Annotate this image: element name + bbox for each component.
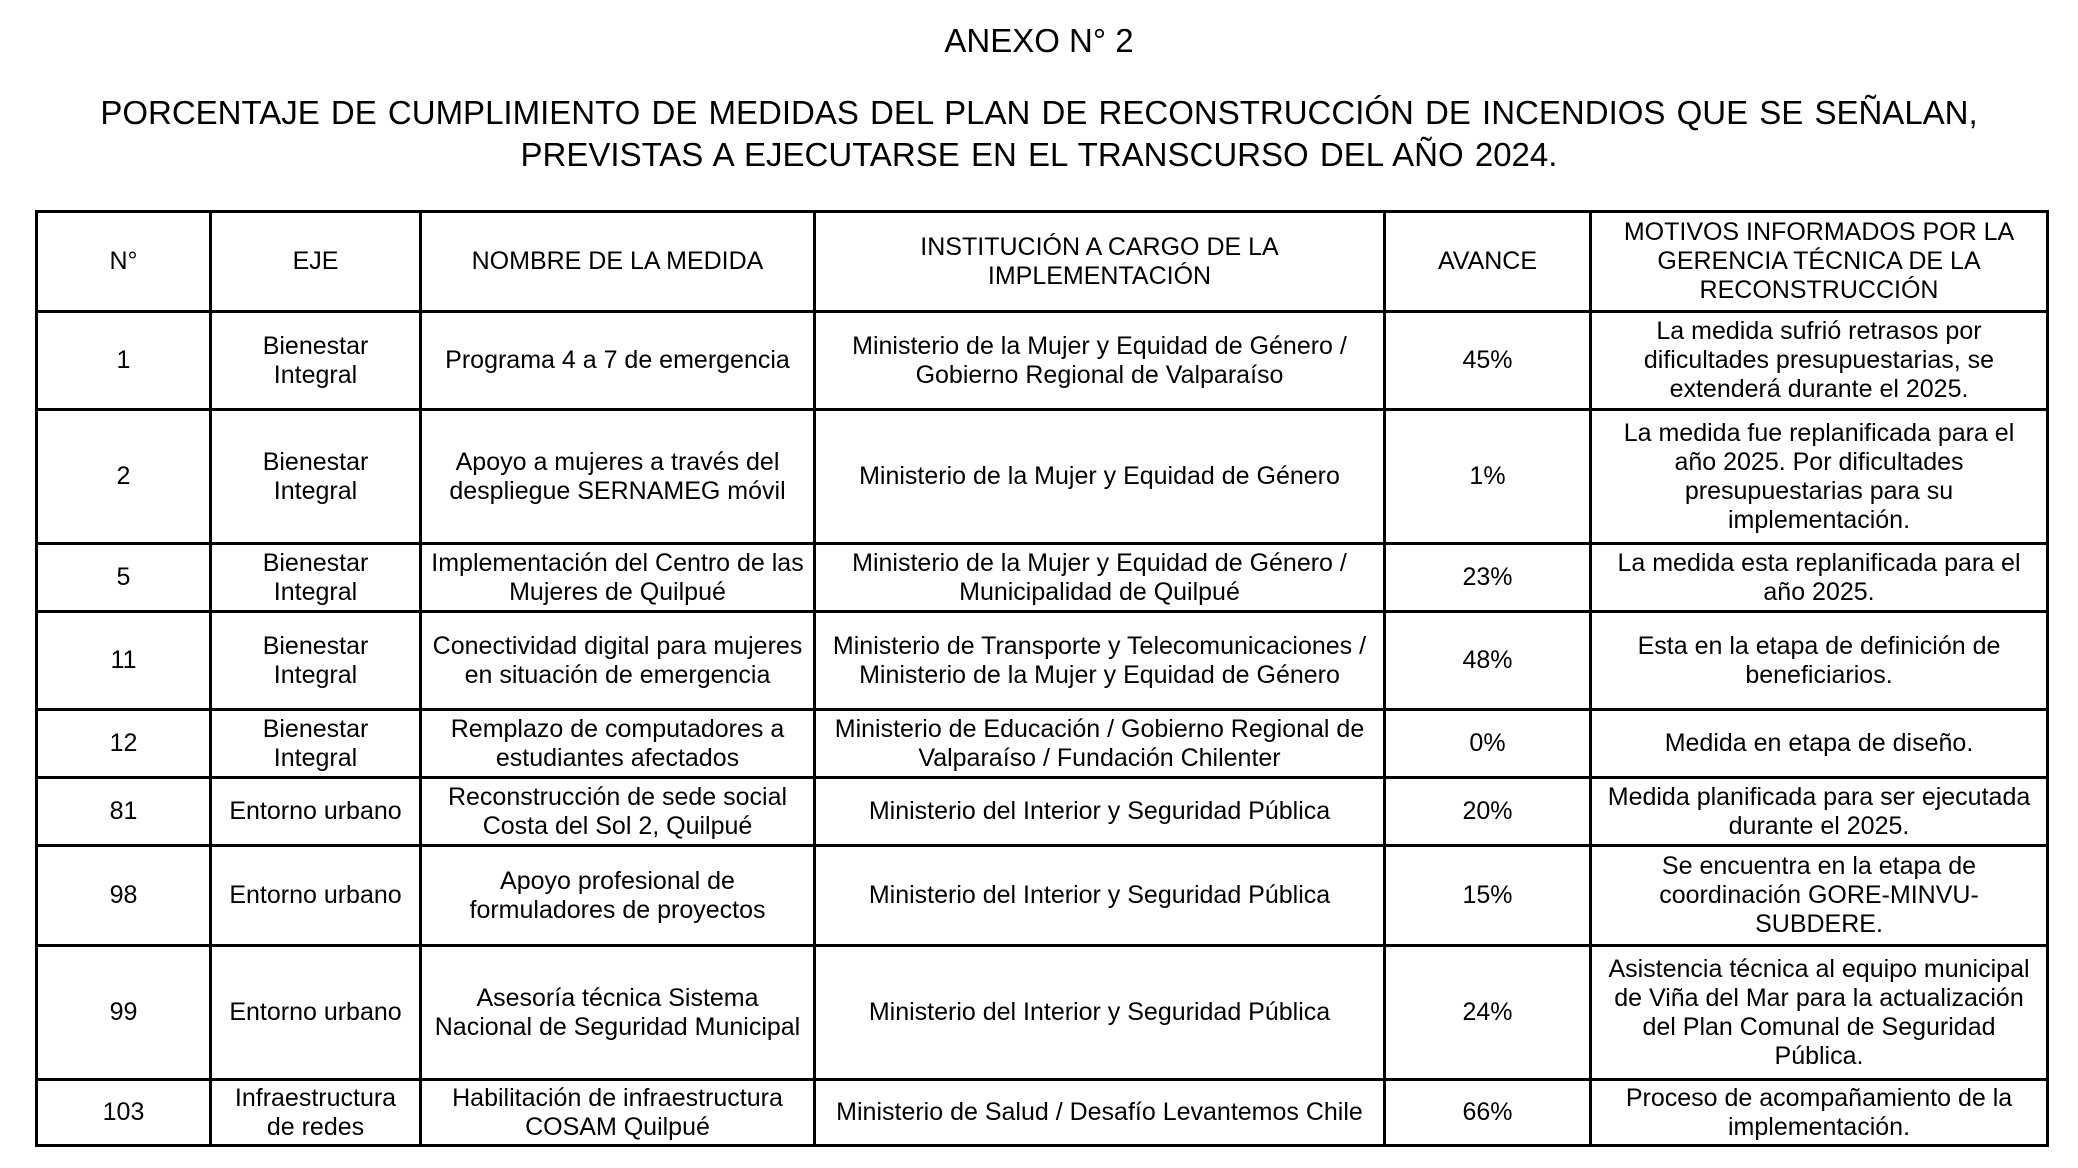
cell-eje: Entorno urbano xyxy=(211,846,421,946)
cell-motivos: Esta en la etapa de definición de beneficiarios. xyxy=(1591,612,2048,710)
cell-eje: Entorno urbano xyxy=(211,778,421,846)
table-row xyxy=(37,544,2048,612)
table-row xyxy=(37,410,2048,544)
cell-avance: 23% xyxy=(1385,544,1591,612)
cell-institucion: Ministerio del Interior y Seguridad Pública xyxy=(815,946,1385,1080)
cell-avance: 24% xyxy=(1385,946,1591,1080)
cell-motivos: La medida fue replanificada para el año 2025. Por dificultades presupuestarias para su implementación. xyxy=(1591,410,2048,544)
cell-motivos: Proceso de acompañamiento de la implementación. xyxy=(1591,1080,2048,1146)
header-eje: EJE xyxy=(211,212,421,312)
table-row xyxy=(37,312,2048,410)
cell-num: 11 xyxy=(37,612,211,710)
cell-eje: Bienestar Integral xyxy=(211,612,421,710)
cell-nombre: Apoyo a mujeres a través del despliegue SERNAMEG móvil xyxy=(421,410,815,544)
cell-nombre: Remplazo de computadores a estudiantes afectados xyxy=(421,710,815,778)
cell-num: 98 xyxy=(37,846,211,946)
cell-institucion: Ministerio de la Mujer y Equidad de Género xyxy=(815,410,1385,544)
cell-num: 103 xyxy=(37,1080,211,1146)
cell-eje: Bienestar Integral xyxy=(211,544,421,612)
cell-nombre: Conectividad digital para mujeres en situación de emergencia xyxy=(421,612,815,710)
cell-institucion: Ministerio de la Mujer y Equidad de Género / Municipalidad de Quilpué xyxy=(815,544,1385,612)
cell-institucion: Ministerio del Interior y Seguridad Pública xyxy=(815,778,1385,846)
cell-eje: Entorno urbano xyxy=(211,946,421,1080)
cell-num: 5 xyxy=(37,544,211,612)
cell-institucion: Ministerio del Interior y Seguridad Pública xyxy=(815,846,1385,946)
cell-eje: Bienestar Integral xyxy=(211,710,421,778)
cell-num: 99 xyxy=(37,946,211,1080)
subtitle-line-2: PREVISTAS A EJECUTARSE EN EL TRANSCURSO DEL AÑO 2024. xyxy=(520,136,1558,173)
cell-eje: Bienestar Integral xyxy=(211,410,421,544)
cell-avance: 15% xyxy=(1385,846,1591,946)
table-row xyxy=(37,612,2048,710)
measures-table xyxy=(35,210,2049,1147)
document-subtitle xyxy=(40,92,2038,176)
cell-avance: 20% xyxy=(1385,778,1591,846)
cell-avance: 45% xyxy=(1385,312,1591,410)
cell-motivos: Asistencia técnica al equipo municipal de Viña del Mar para la actualización del Plan Comunal de Seguridad Pública. xyxy=(1591,946,2048,1080)
cell-num: 1 xyxy=(37,312,211,410)
cell-nombre: Reconstrucción de sede social Costa del Sol 2, Quilpué xyxy=(421,778,815,846)
cell-eje: Infraestructura de redes xyxy=(211,1080,421,1146)
cell-nombre: Apoyo profesional de formuladores de proyectos xyxy=(421,846,815,946)
cell-motivos: Se encuentra en la etapa de coordinación GORE-MINVU-SUBDERE. xyxy=(1591,846,2048,946)
cell-motivos: La medida esta replanificada para el año 2025. xyxy=(1591,544,2048,612)
cell-institucion: Ministerio de Transporte y Telecomunicaciones / Ministerio de la Mujer y Equidad de Género xyxy=(815,612,1385,710)
cell-num: 81 xyxy=(37,778,211,846)
header-nombre: NOMBRE DE LA MEDIDA xyxy=(421,212,815,312)
cell-eje: Bienestar Integral xyxy=(211,312,421,410)
cell-nombre: Habilitación de infraestructura COSAM Quilpué xyxy=(421,1080,815,1146)
cell-institucion: Ministerio de la Mujer y Equidad de Género / Gobierno Regional de Valparaíso xyxy=(815,312,1385,410)
cell-avance: 48% xyxy=(1385,612,1591,710)
header-avance: AVANCE xyxy=(1385,212,1591,312)
cell-nombre: Programa 4 a 7 de emergencia xyxy=(421,312,815,410)
header-row xyxy=(37,212,2048,312)
cell-avance: 66% xyxy=(1385,1080,1591,1146)
cell-num: 2 xyxy=(37,410,211,544)
cell-motivos: Medida en etapa de diseño. xyxy=(1591,710,2048,778)
header-motivos: MOTIVOS INFORMADOS POR LA GERENCIA TÉCNICA DE LA RECONSTRUCCIÓN xyxy=(1591,212,2048,312)
cell-nombre: Asesoría técnica Sistema Nacional de Seguridad Municipal xyxy=(421,946,815,1080)
cell-motivos: Medida planificada para ser ejecutada durante el 2025. xyxy=(1591,778,2048,846)
table-row xyxy=(37,946,2048,1080)
cell-avance: 1% xyxy=(1385,410,1591,544)
header-num: N° xyxy=(37,212,211,312)
table-row xyxy=(37,710,2048,778)
header-institucion: INSTITUCIÓN A CARGO DE LA IMPLEMENTACIÓN xyxy=(815,212,1385,312)
cell-institucion: Ministerio de Salud / Desafío Levantemos Chile xyxy=(815,1080,1385,1146)
table-row xyxy=(37,1080,2048,1146)
cell-institucion: Ministerio de Educación / Gobierno Regional de Valparaíso / Fundación Chilenter xyxy=(815,710,1385,778)
cell-avance: 0% xyxy=(1385,710,1591,778)
cell-motivos: La medida sufrió retrasos por dificultades presupuestarias, se extenderá durante el 2025. xyxy=(1591,312,2048,410)
annex-title: ANEXO N° 2 xyxy=(944,22,1134,59)
cell-nombre: Implementación del Centro de las Mujeres de Quilpué xyxy=(421,544,815,612)
table-row xyxy=(37,846,2048,946)
subtitle-line-1: PORCENTAJE DE CUMPLIMIENTO DE MEDIDAS DEL PLAN DE RECONSTRUCCIÓN DE INCENDIOS QUE SE SEÑALAN, xyxy=(100,94,1978,131)
cell-num: 12 xyxy=(37,710,211,778)
table-row xyxy=(37,778,2048,846)
